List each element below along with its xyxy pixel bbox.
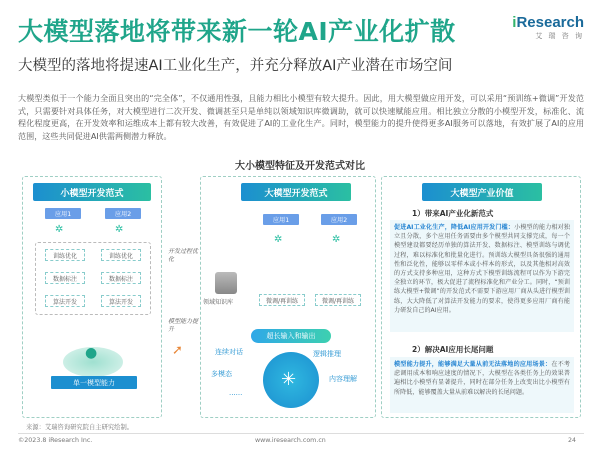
intro-paragraph: 大模型类似于一个能力全面且突出的“完全体”，不仅通用性强，且能力相比小模型有较大提升。因此，用大模型做应用开发，可以采用“预训练+微调”开发范式，只需要针对具体任务，对大模型进行二次开发、微调甚至只是单纯以领域知识库微调助，就可以快速赋能应用。相比独立分散的小模型开发，标准化、流程化程度更高，在开发效率和运维成本上都有较大改善，有效促进了AI的工业化生产。同时，模型能力的提升使得更多AI服务可以落地，有效扩展了AI的应用范围，这些共同促进AI供需两侧潜力释放。 <box>18 93 584 141</box>
section1-text: 小模型的能力相对独立且分散，多个应用任务需要由多个模型共同支撑完成，每一个模型建设都要经历单独的算法开发、数据标注、模型训练与调优过程，难以标准化和批量化进行。预训练大模型具备很强的通用性和泛化性，能够以零样本或小样本的形式，以及其他相对高效的方式支持多种应用，这种方式下模型训练流程可以作为下游完全独立的环节，极大促进了流程标准化和产业分工。同时，“预训练大模型+微调”的开发范式不需要下游应用厂商从头进行模型训练，大大降低了对算法开发能力的要求，使得更多应用厂商有能力研发自己的AI应用。 <box>394 224 571 314</box>
knowledge-base-label: 领域知识库 <box>203 299 234 306</box>
rocket-icon: ➚ <box>172 343 183 358</box>
small-model-panel <box>22 176 162 418</box>
large-model-panel <box>200 176 376 418</box>
feature-multimodal: 多模态 <box>211 370 232 378</box>
logo-text: Research <box>516 14 584 31</box>
train-box: 训练优化 <box>101 249 141 261</box>
feature-more: ...... <box>229 389 243 397</box>
algo-box: 算法开发 <box>101 295 141 307</box>
section1-title: 1）带来AI产业化新范式 <box>412 209 494 218</box>
value-header: 大模型产业价值 <box>422 183 542 201</box>
app1-box: 应用1 <box>263 214 299 225</box>
small-model-header: 小模型开发范式 <box>33 183 151 201</box>
app2-box: 应用2 <box>105 208 141 219</box>
feature-understanding: 内容理解 <box>329 375 357 383</box>
app1-box: 应用1 <box>45 208 81 219</box>
brain-icon: ✲ <box>332 234 341 245</box>
person-icon: ● <box>85 345 98 361</box>
base-ability-box: 单一模型能力 <box>51 376 137 389</box>
feature-reasoning: 逻辑推理 <box>313 350 341 358</box>
iresearch-logo <box>512 14 584 41</box>
brain-icon: ✲ <box>55 224 64 235</box>
page-number: 24 <box>568 437 577 444</box>
section2-title: 2）解决AI应用长尾问题 <box>412 345 494 354</box>
finetune-box: 微调/再训练 <box>259 294 305 306</box>
section2-text: 在不考虑调用成本和响应速度的情况下，大模型在各类任务上的效果普遍相比小模型有显著提升，同时在部分任务上改变出比小模型有所降低，能够覆盖大量从前难以解决的长尾问题。 <box>394 361 571 396</box>
database-icon <box>215 272 237 294</box>
section2-body <box>390 357 574 413</box>
section1-lead: 促进AI工业化生产，降低AI应用开发门槛： <box>394 224 515 231</box>
feature-continuous: 连续对话 <box>215 348 243 356</box>
logo-i: i <box>512 14 517 31</box>
brain-icon: ✲ <box>274 234 283 245</box>
value-panel <box>381 176 581 418</box>
footer-divider <box>18 433 584 434</box>
finetune-box: 微调/再训练 <box>315 294 361 306</box>
app2-box: 应用2 <box>321 214 357 225</box>
long-io-pill: 超长输入和输出 <box>251 329 331 343</box>
process-optimize-label: 开发过程优化 <box>168 248 199 263</box>
network-icon: ✳ <box>281 369 297 390</box>
section2-lead: 模型能力提升，能够满足大量从前无法落地的应用场景： <box>394 361 552 368</box>
logo-cn: 艾 瑞 咨 询 <box>535 32 584 40</box>
source-note: 来源：艾瑞咨询研究院自主研究绘制。 <box>26 424 134 431</box>
figure-title: 大小模型特征及开发范式对比 <box>235 161 365 172</box>
label-box: 数据标注 <box>45 272 85 284</box>
algo-box: 算法开发 <box>45 295 85 307</box>
section1-body <box>390 220 574 332</box>
large-model-header: 大模型开发范式 <box>241 183 351 201</box>
page-subtitle: 大模型的落地将提速AI工业化生产，并充分释放AI产业潜在市场空间 <box>18 58 453 74</box>
footer-url[interactable]: www.iresearch.com.cn <box>255 437 326 444</box>
page-title: 大模型落地将带来新一轮AI产业化扩散 <box>18 17 456 46</box>
brain-icon: ✲ <box>115 224 124 235</box>
label-box: 数据标注 <box>101 272 141 284</box>
ability-upgrade-label: 模型能力提升 <box>168 318 199 333</box>
train-box: 训练优化 <box>45 249 85 261</box>
copyright: ©2023.8 iResearch Inc. <box>18 437 93 444</box>
